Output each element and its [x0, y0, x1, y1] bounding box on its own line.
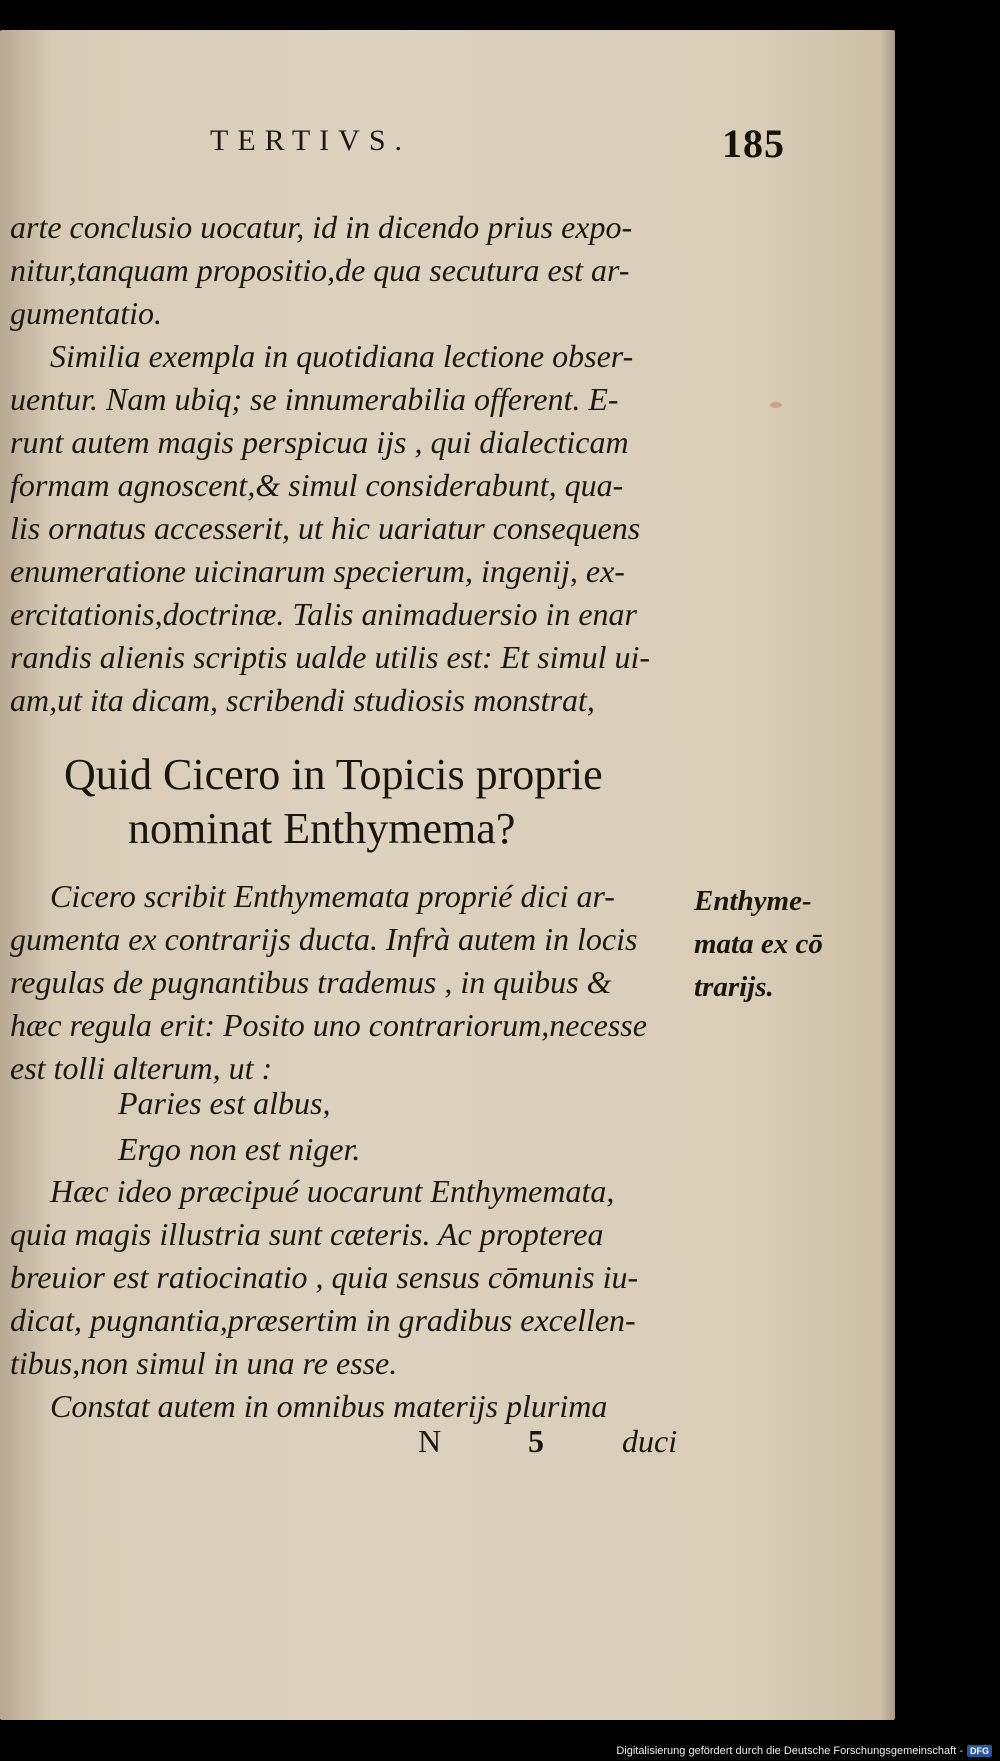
heading-line: nominat Enthymema? [128, 804, 516, 853]
section-heading [64, 748, 704, 856]
text-line: uentur. Nam ubiq; se innumerabilia offerent. E- [10, 381, 619, 417]
text-line: regulas de pugnantibus trademus , in quibus & [10, 964, 612, 1000]
text-line: randis alienis scriptis ualde utilis est: Et simul ui- [10, 639, 650, 675]
text-line: dicat, pugnantia,præsertim in gradibus excellen- [10, 1302, 636, 1338]
text-line: Similia exempla in quotidiana lectione obser- [50, 338, 634, 374]
example-verse [118, 1080, 360, 1172]
page-number: 185 [722, 121, 785, 166]
text-line: arte conclusio uocatur, id in dicendo prius expo- [10, 209, 633, 245]
text-line: ercitationis,doctrinæ. Talis animaduersio in enar [10, 596, 637, 632]
text-line: quia magis illustria sunt cæteris. Ac propterea [10, 1216, 604, 1252]
text-line: am,ut ita dicam, scribendi studiosis monstrat, [10, 682, 595, 718]
heading-line: Quid Cicero in Topicis proprie [64, 750, 603, 799]
catchword: duci [622, 1423, 678, 1459]
text-line: est tolli alterum, ut : [10, 1050, 273, 1086]
verse-line: Paries est albus, [118, 1085, 331, 1121]
text-line: Constat autem in omnibus materijs plurima [50, 1388, 608, 1424]
signature-number: 5 [528, 1423, 544, 1459]
text-line: hæc regula erit: Posito uno contrariorum,necesse [10, 1007, 647, 1043]
book-page [0, 30, 895, 1720]
paragraph-conclusion [10, 206, 690, 335]
text-line: formam agnoscent,& simul considerabunt, qua- [10, 467, 624, 503]
text-line: breuior est ratiocinatio , quia sensus cōmunis iu- [10, 1259, 639, 1295]
text-line: runt autem magis perspicua ijs , qui dialecticam [10, 424, 629, 460]
dfg-logo: DFG [967, 1745, 992, 1757]
text-line: Hæc ideo præcipué uocarunt Enthymemata, [50, 1173, 615, 1209]
marginal-note [694, 880, 823, 1009]
marginal-line: trarijs. [694, 971, 774, 1003]
verse-line: Ergo non est niger. [118, 1131, 361, 1167]
text-line: gumenta ex contrarijs ducta. Infrà autem in locis [10, 921, 638, 957]
text-line: lis ornatus accesserit, ut hic uariatur consequens [10, 510, 641, 546]
paragraph-haec [10, 1170, 690, 1428]
text-line: tibus,non simul in una re esse. [10, 1345, 398, 1381]
credit-text: Digitalisierung gefördert durch die Deutsche Forschungsgemeinschaft - [616, 1745, 963, 1757]
marginal-line: mata ex cō [694, 928, 823, 960]
paragraph-similia [10, 335, 690, 722]
paragraph-cicero [10, 875, 690, 1090]
text-line: Cicero scribit Enthymemata proprié dici ar- [50, 878, 615, 914]
text-line: nitur,tanquam propositio,de qua secutura est ar- [10, 252, 630, 288]
digitization-credit [616, 1745, 992, 1757]
text-line: enumeratione uicinarum specierum, ingenij, ex- [10, 553, 625, 589]
ink-stain [770, 402, 782, 408]
text-line: gumentatio. [10, 295, 162, 331]
signature-mark: N [418, 1423, 442, 1459]
running-head: TERTIVS. [210, 124, 412, 157]
marginal-line: Enthyme- [694, 885, 812, 917]
